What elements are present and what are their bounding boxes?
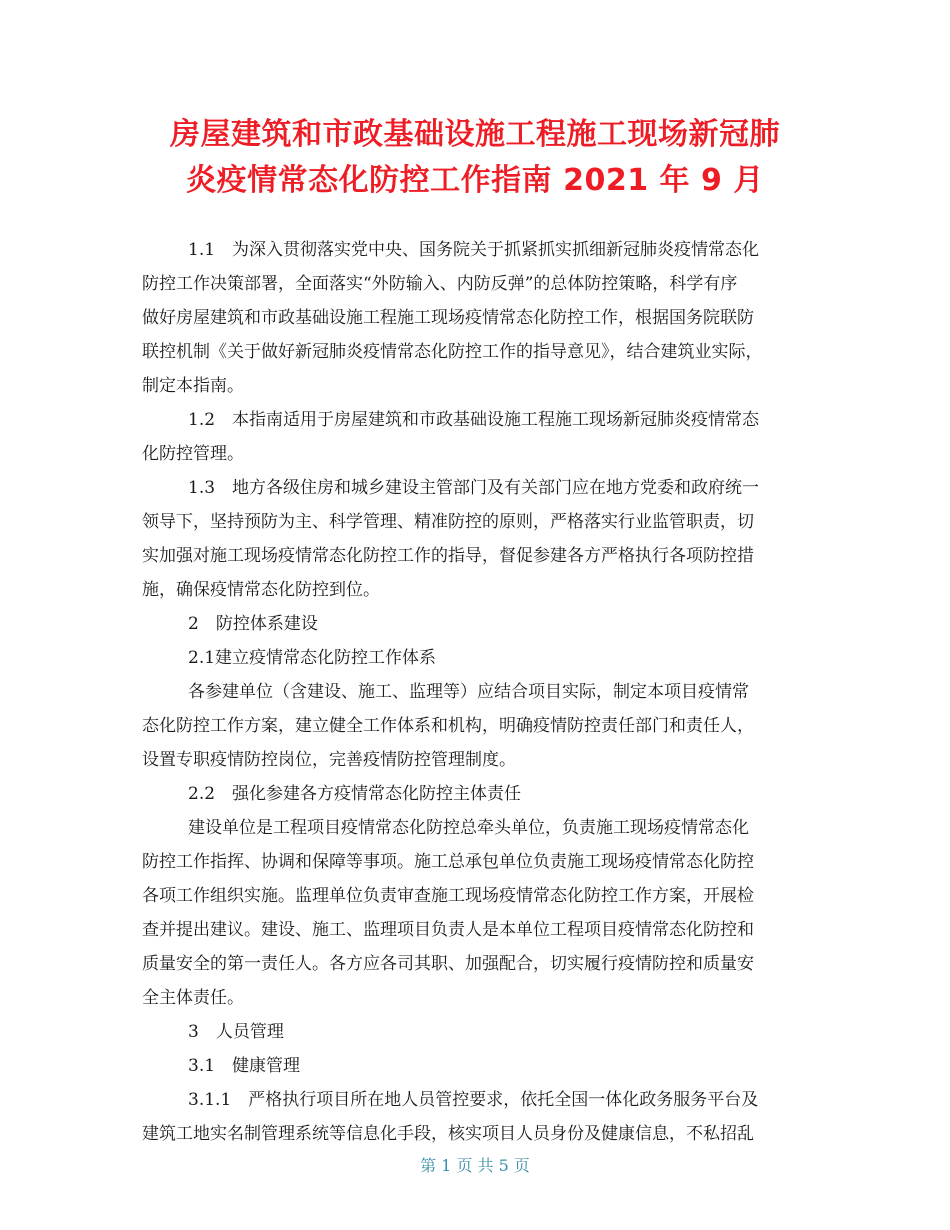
text-line: 做好房屋建筑和市政基础设施工程施工现场疫情常态化防控工作，根据国务院联防 <box>142 308 754 328</box>
text-line: 全主体责任。 <box>142 988 244 1008</box>
text-line: 各项工作组织实施。监理单位负责审查施工现场疫情常态化防控工作方案，开展检 <box>142 886 754 906</box>
text-line: 施，确保疫情常态化防控到位。 <box>142 580 380 600</box>
document-body <box>142 233 822 1151</box>
text-line: 领导下，坚持预防为主、科学管理、精准防控的原则，严格落实行业监管职责，切 <box>142 512 754 532</box>
text-line: 2.2 强化参建各方疫情常态化防控主体责任 <box>188 784 522 804</box>
text-line: 各参建单位（含建设、施工、监理等）应结合项目实际，制定本项目疫情常 <box>188 682 749 702</box>
title-line-2: 炎疫情常态化防控工作指南 2021 年 9 月 <box>186 163 764 198</box>
text-line: 防控工作指挥、协调和保障等事项。施工总承包单位负责施工现场疫情常态化防控 <box>142 852 754 872</box>
text-line: 化防控管理。 <box>142 444 244 464</box>
text-line: 2.1建立疫情常态化防控工作体系 <box>188 648 437 668</box>
title-line-1: 房屋建筑和市政基础设施工程施工现场新冠肺 <box>170 117 780 152</box>
text-line: 实加强对施工现场疫情常态化防控工作的指导，督促参建各方严格执行各项防控措 <box>142 546 754 566</box>
page-footer: 第 1 页 共 5 页 <box>420 1156 530 1175</box>
text-line: 1.3 地方各级住房和城乡建设主管部门及有关部门应在地方党委和政府统一 <box>188 478 760 498</box>
text-line: 1.2 本指南适用于房屋建筑和市政基础设施工程施工现场新冠肺炎疫情常态 <box>188 410 760 430</box>
text-line: 3.1.1 严格执行项目所在地人员管控要求，依托全国一体化政务服务平台及 <box>188 1090 759 1110</box>
text-line: 2 防控体系建设 <box>188 614 318 634</box>
text-line: 建设单位是工程项目疫情常态化防控总牵头单位，负责施工现场疫情常态化 <box>188 818 749 838</box>
text-line: 质量安全的第一责任人。各方应各司其职、加强配合，切实履行疫情防控和质量安 <box>142 954 754 974</box>
text-line: 制定本指南。 <box>142 376 244 396</box>
text-line: 防控工作决策部署，全面落实“外防输入、内防反弹”的总体防控策略，科学有序 <box>142 274 738 294</box>
text-line: 3 人员管理 <box>188 1022 284 1042</box>
text-line: 1.1 为深入贯彻落实党中央、国务院关于抓紧抓实抓细新冠肺炎疫情常态化 <box>188 240 760 260</box>
text-line: 查并提出建议。建设、施工、监理项目负责人是本单位工程项目疫情常态化防控和 <box>142 920 754 940</box>
text-line: 态化防控工作方案，建立健全工作体系和机构，明确疫情防控责任部门和责任人， <box>142 716 754 736</box>
text-line: 3.1 健康管理 <box>188 1056 301 1076</box>
text-line: 设置专职疫情防控岗位，完善疫情防控管理制度。 <box>142 750 516 770</box>
text-line: 建筑工地实名制管理系统等信息化手段，核实项目人员身份及健康信息，不私招乱 <box>142 1124 754 1144</box>
document-title <box>60 112 890 204</box>
text-line: 联控机制《关于做好新冠肺炎疫情常态化防控工作的指导意见》，结合建筑业实际， <box>142 342 763 362</box>
